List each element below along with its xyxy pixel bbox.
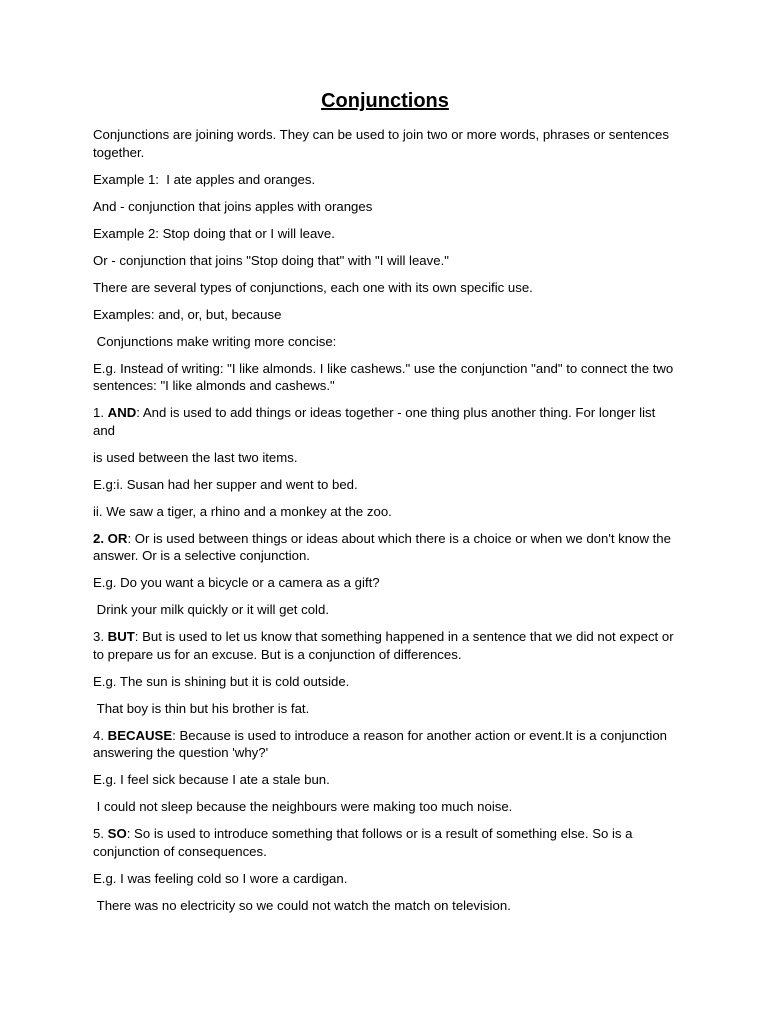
section-number: 4. xyxy=(93,727,108,743)
section-so xyxy=(93,825,677,860)
paragraph-text: That boy is thin but his brother is fat. xyxy=(93,700,310,716)
section-but xyxy=(93,628,677,663)
paragraph-because-example-2 xyxy=(93,798,677,816)
paragraph-types xyxy=(93,279,677,297)
paragraph-examples-list xyxy=(93,306,677,324)
section-and xyxy=(93,404,677,439)
paragraph-text: is used between the last two items. xyxy=(93,449,298,465)
section-text: : And is used to add things or ideas together - one thing plus another thing. For longer list and xyxy=(93,405,659,438)
section-number: 1. xyxy=(93,405,108,420)
paragraph-text: There are several types of conjunctions, each one with its own specific use. xyxy=(93,279,533,295)
paragraph-so-example-2 xyxy=(93,897,677,915)
paragraph-text: ii. We saw a tiger, a rhino and a monkey at the zoo. xyxy=(93,503,392,519)
section-or xyxy=(93,530,677,565)
document-title: Conjunctions xyxy=(321,90,449,112)
paragraph-text: And - conjunction that joins apples with oranges xyxy=(93,198,373,214)
paragraph-text: Drink your milk quickly or it will get cold. xyxy=(93,602,329,617)
paragraph-text: E.g:i. Susan had her supper and went to bed. xyxy=(93,476,358,492)
section-heading: BUT xyxy=(107,629,135,644)
paragraph-and-continued xyxy=(93,449,677,467)
section-number: 5. xyxy=(93,826,108,841)
paragraph-because-example-1 xyxy=(93,771,677,789)
section-heading: SO xyxy=(107,826,127,841)
paragraph-text: E.g. The sun is shining but it is cold outside. xyxy=(93,673,350,689)
paragraph-text: Example 1: I ate apples and oranges. xyxy=(93,171,316,187)
paragraph-concise xyxy=(93,333,677,351)
paragraph-and-example-1 xyxy=(93,476,677,494)
section-because xyxy=(93,727,677,762)
paragraph-but-example-1 xyxy=(93,673,677,691)
section-heading: BECAUSE xyxy=(107,727,173,743)
paragraph-or-explanation xyxy=(93,252,677,270)
paragraph-text: Example 2: Stop doing that or I will leave. xyxy=(93,225,335,241)
paragraph-text: Or - conjunction that joins "Stop doing that" with "I will leave." xyxy=(93,252,449,268)
paragraph-concise-example xyxy=(93,360,677,395)
paragraph-intro xyxy=(93,126,677,161)
section-text: : So is used to introduce something that follows or is a result of something else. So is a conjunction of consequences. xyxy=(93,826,637,859)
paragraph-text: E.g. Do you want a bicycle or a camera as a gift? xyxy=(93,575,380,590)
paragraph-and-example-2 xyxy=(93,503,677,521)
section-heading: 2. OR xyxy=(93,530,128,546)
paragraph-text: E.g. I feel sick because I ate a stale bun. xyxy=(93,772,330,787)
section-text: : But is used to let us know that something happened in a sentence that we did not expect or to prepare us for an excuse. But is a conjunction of differences. xyxy=(93,629,678,662)
section-text: : Or is used between things or ideas about which there is a choice or when we don't know the answer. Or is a selective conjunction. xyxy=(93,530,675,563)
paragraph-text: There was no electricity so we could not watch the match on television. xyxy=(93,897,511,913)
document-page xyxy=(93,88,677,924)
paragraph-or-example-1 xyxy=(93,574,677,592)
paragraph-text: Conjunctions make writing more concise: xyxy=(93,333,337,349)
paragraph-text: E.g. Instead of writing: "I like almonds. I like cashews." use the conjunction "and" to connect the two sentences: "I like almonds and cashews." xyxy=(93,360,677,393)
paragraph-example-1 xyxy=(93,171,677,189)
paragraph-but-example-2 xyxy=(93,700,677,718)
paragraph-text: Examples: and, or, but, because xyxy=(93,306,282,322)
section-text: : Because is used to introduce a reason for another action or event.It is a conjunction answering the question 'why?' xyxy=(93,727,671,760)
section-number: 3. xyxy=(93,629,108,644)
paragraph-and-explanation xyxy=(93,198,677,216)
paragraph-so-example-1 xyxy=(93,870,677,888)
paragraph-text: I could not sleep because the neighbours were making too much noise. xyxy=(93,799,513,814)
paragraph-text: Conjunctions are joining words. They can be used to join two or more words, phrases or sentences together. xyxy=(93,127,673,160)
paragraph-or-example-2 xyxy=(93,601,677,619)
section-heading: AND xyxy=(107,405,137,420)
paragraph-text: E.g. I was feeling cold so I wore a cardigan. xyxy=(93,870,348,886)
paragraph-example-2 xyxy=(93,225,677,243)
